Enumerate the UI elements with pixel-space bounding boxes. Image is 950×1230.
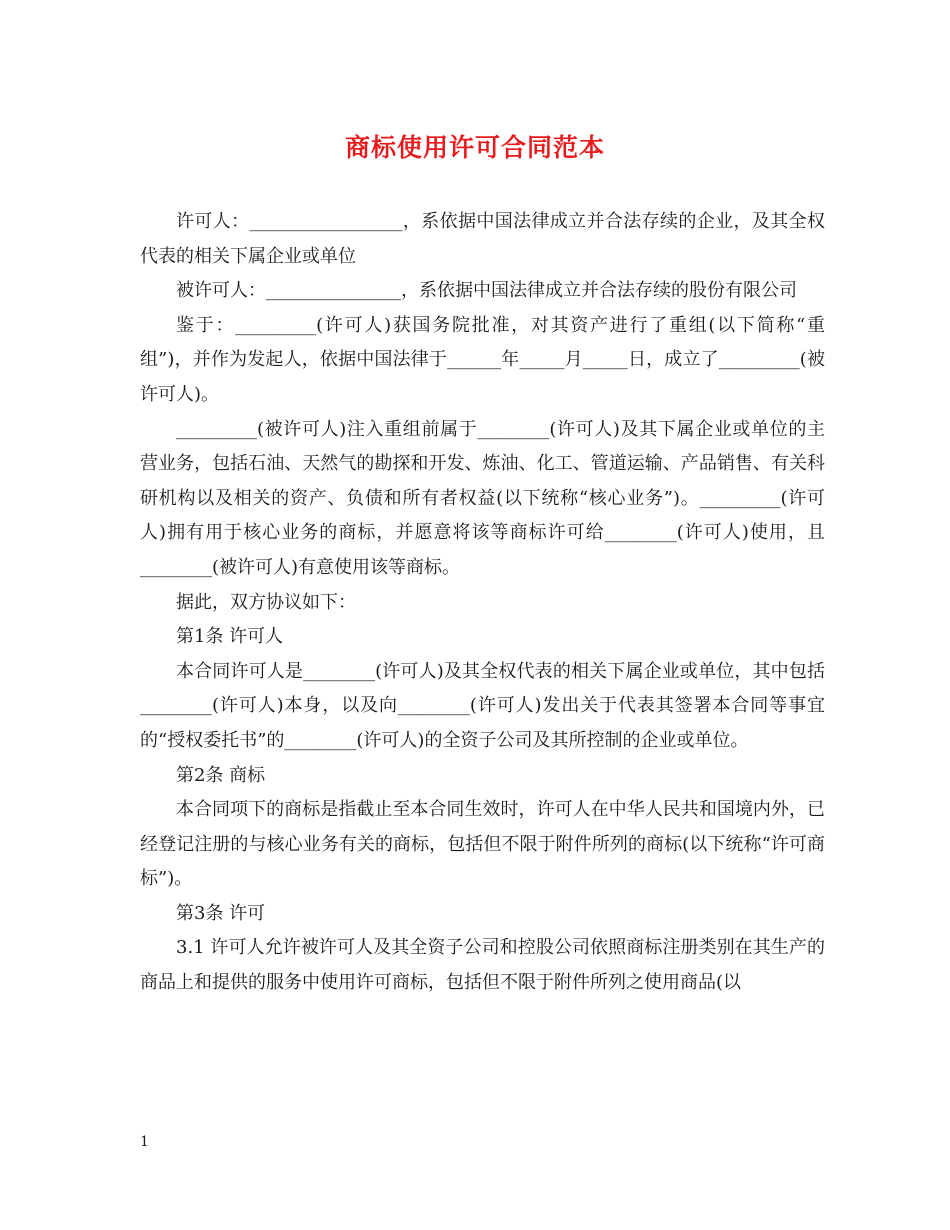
- article-2-text: 本合同项下的商标是指截止至本合同生效时，许可人在中华人民共和国境内外，已经登记注册的与核心业务有关的商标，包括但不限于附件所列的商标(以下统称“许可商标”)。: [140, 799, 825, 890]
- paragraph-agreement-intro: 据此，双方协议如下：: [176, 591, 356, 613]
- page-number: 1: [140, 1134, 149, 1150]
- document-body: [140, 205, 825, 1001]
- paragraph-licensor: 许可人：_________________，系依据中国法律成立并合法存续的企业，及其全权代表的相关下属企业或单位: [140, 211, 825, 267]
- article-2-heading: 第2条 商标: [176, 764, 266, 786]
- paragraph-licensee: 被许可人：_______________，系依据中国法律成立并合法存续的股份有限公司: [176, 280, 797, 302]
- article-1-text: 本合同许可人是________(许可人)及其全权代表的相关下属企业或单位，其中包括________(许可人)本身，以及向________(许可人)发出关于代表其签署本合同等事宜的“授权委托书”的________(许可人)的全资子公司及其所控制的企业或单位。: [140, 660, 825, 751]
- document-title: 商标使用许可合同范本: [344, 133, 605, 162]
- paragraph-whereas: 鉴于：_________(许可人)获国务院批准，对其资产进行了重组(以下简称“重组”)，并作为发起人，依据中国法律于______年_____月_____日，成立了_________(被许可人)。: [140, 314, 825, 405]
- article-3-1-text: 3.1 许可人允许被许可人及其全资子公司和控股公司依照商标注册类别在其生产的商品上和提供的服务中使用许可商标，包括但不限于附件所列之使用商品(以: [140, 937, 825, 994]
- article-1-heading: 第1条 许可人: [176, 626, 284, 648]
- paragraph-core-business: _________(被许可人)注入重组前属于________(许可人)及其下属企业或单位的主营业务，包括石油、天然气的勘探和开发、炼油、化工、管道运输、产品销售、有关科研机构以及相关的资产、负债和所有者权益(以下统称“核心业务”)。_________(许可人)拥有用于核心业务的商标，并愿意将该等商标许可给________(许可人)使用，且________(被许可人)有意使用该等商标。: [140, 418, 825, 578]
- article-3-heading: 第3条 许可: [176, 902, 266, 924]
